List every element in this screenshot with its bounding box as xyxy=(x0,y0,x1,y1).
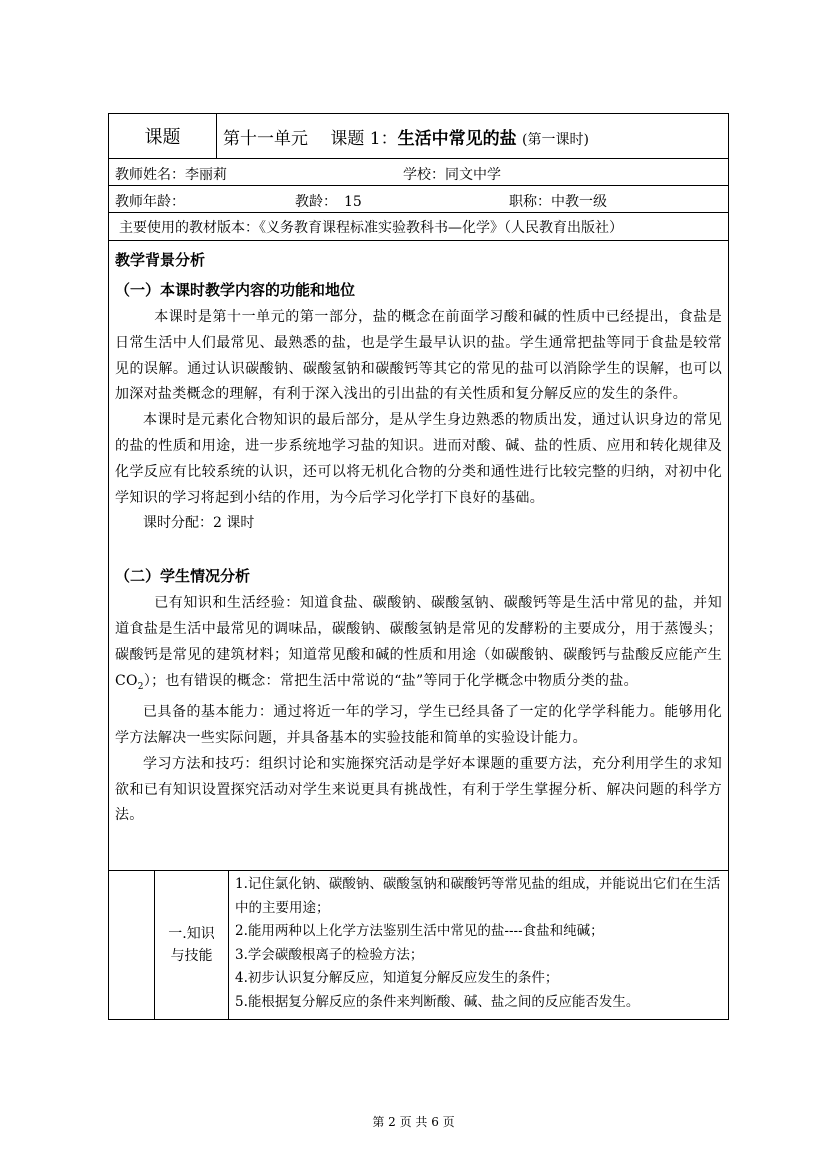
goals-category-label: 一.知识与技能 xyxy=(168,925,215,964)
section1-para1: 本课时是第十一单元的第一部分，盐的概念在前面学习酸和碱的性质中已经提出，食盐是日常生活中人们最常见、最熟悉的盐，也是学生最早认识的盐。学生通常把盐等同于食盐是较常见的误解。通过认识碳酸钠、碳酸氢钠和碳酸钙等其它的常见的盐可以消除学生的误解，也可以加深对盐类概念的理解，有利于深入浅出的引出盐的有关性质和复分解反应的发生的条件。 xyxy=(115,309,722,403)
goals-row xyxy=(109,871,729,1020)
lesson-table xyxy=(108,113,729,1020)
goals-category xyxy=(155,871,229,1020)
background-row xyxy=(109,241,729,871)
section2-para1 xyxy=(115,591,722,700)
age-row xyxy=(109,186,729,213)
section2-para2: 已具备的基本能力：通过将近一年的学习，学生已经具备了一定的化学学科能力。能够用化学方法解决一些实际问题，并具备基本的实验技能和简单的实验设计能力。 xyxy=(115,704,722,746)
section1-heading: （一）本课时教学内容的功能和地位 xyxy=(115,281,356,299)
teacher-age: 教师年龄： xyxy=(115,194,185,210)
lesson-title xyxy=(217,114,729,159)
topic-label: 课题 xyxy=(109,114,217,159)
goals-blank-cell xyxy=(109,871,155,1020)
section2-para3: 学习方法和技巧：组织讨论和实施探究活动是学好本课题的重要方法，充分利用学生的求知欲和已有知识设置探究活动对学生来说更具有挑战性，有利于学生掌握分析、解决问题的科学方法。 xyxy=(115,755,722,824)
title-note: (第一课时) xyxy=(522,131,589,148)
lesson-plan xyxy=(108,113,728,1020)
goals-list xyxy=(229,871,729,1020)
teaching-years: 教龄： 15 xyxy=(295,194,362,210)
class-hours: 课时分配：2 课时 xyxy=(143,515,255,532)
goal-item: 5.能根据复分解反应的条件来判断酸、碱、盐之间的反应能否发生。 xyxy=(235,993,640,1010)
section2-heading: （二）学生情况分析 xyxy=(115,567,251,586)
textbook-row xyxy=(109,213,729,241)
title-row xyxy=(109,114,729,159)
goal-item: 1.记住氯化钠、碳酸钠、碳酸氢钠和碳酸钙等常见盐的组成，并能说出它们在生活中的主要用途； xyxy=(235,876,721,916)
page-footer: 第 2 页 共 6 页 xyxy=(372,1115,455,1129)
goal-item: 2.能用两种以上化学方法鉴别生活中常见的盐----食盐和纯碱； xyxy=(235,923,604,940)
teacher-row xyxy=(109,159,729,186)
section2-para1-a: 已有知识和生活经验：知道食盐、碳酸钠、碳酸氢钠、碳酸钙等是生活中常见的盐，并知道食盐是生活中最常见的调味品，碳酸钠、碳酸氢钠是常见的发酵粉的主要成分，用于蒸馒头；碳酸钙是常见的建筑材料；知道常见酸和碱的性质和用途（如碳酸钠、碳酸钙与盐酸反应能产生 CO xyxy=(115,595,722,689)
title-main: 第十一单元 课题 1： xyxy=(223,128,398,149)
section1-para2: 本课时是元素化合物知识的最后部分，是从学生身边熟悉的物质出发，通过认识身边的常见的盐的性质和用途，进一步系统地学习盐的知识。进而对酸、碱、盐的性质、应用和转化规律及化学反应有比较系统的认识，还可以将无机化合物的分类和通性进行比较完整的归纳，对初中化学知识的学习将起到小结的作用，为今后学习化学打下良好的基础。 xyxy=(115,412,722,506)
textbook-info: 主要使用的教材版本：《义务教育课程标准实验教科书—化学》（人民教育出版社） xyxy=(109,213,729,241)
title-rank: 职称：中教一级 xyxy=(509,194,607,210)
title-bold: 生活中常见的盐 xyxy=(397,128,517,149)
background-heading: 教学背景分析 xyxy=(115,251,206,269)
teacher-name: 教师姓名：李丽莉 xyxy=(115,167,227,183)
goal-item: 4.初步认识复分解反应，知道复分解反应发生的条件； xyxy=(235,970,559,987)
school-name: 学校：同文中学 xyxy=(403,167,501,183)
goal-item: 3.学会碳酸根离子的检验方法； xyxy=(235,946,424,963)
co2-subscript: 2 xyxy=(137,681,144,692)
section2-para1-b: ）；也有错误的概念：常把生活中常说的“盐”等同于化学概念中物质分类的盐。 xyxy=(143,672,638,689)
